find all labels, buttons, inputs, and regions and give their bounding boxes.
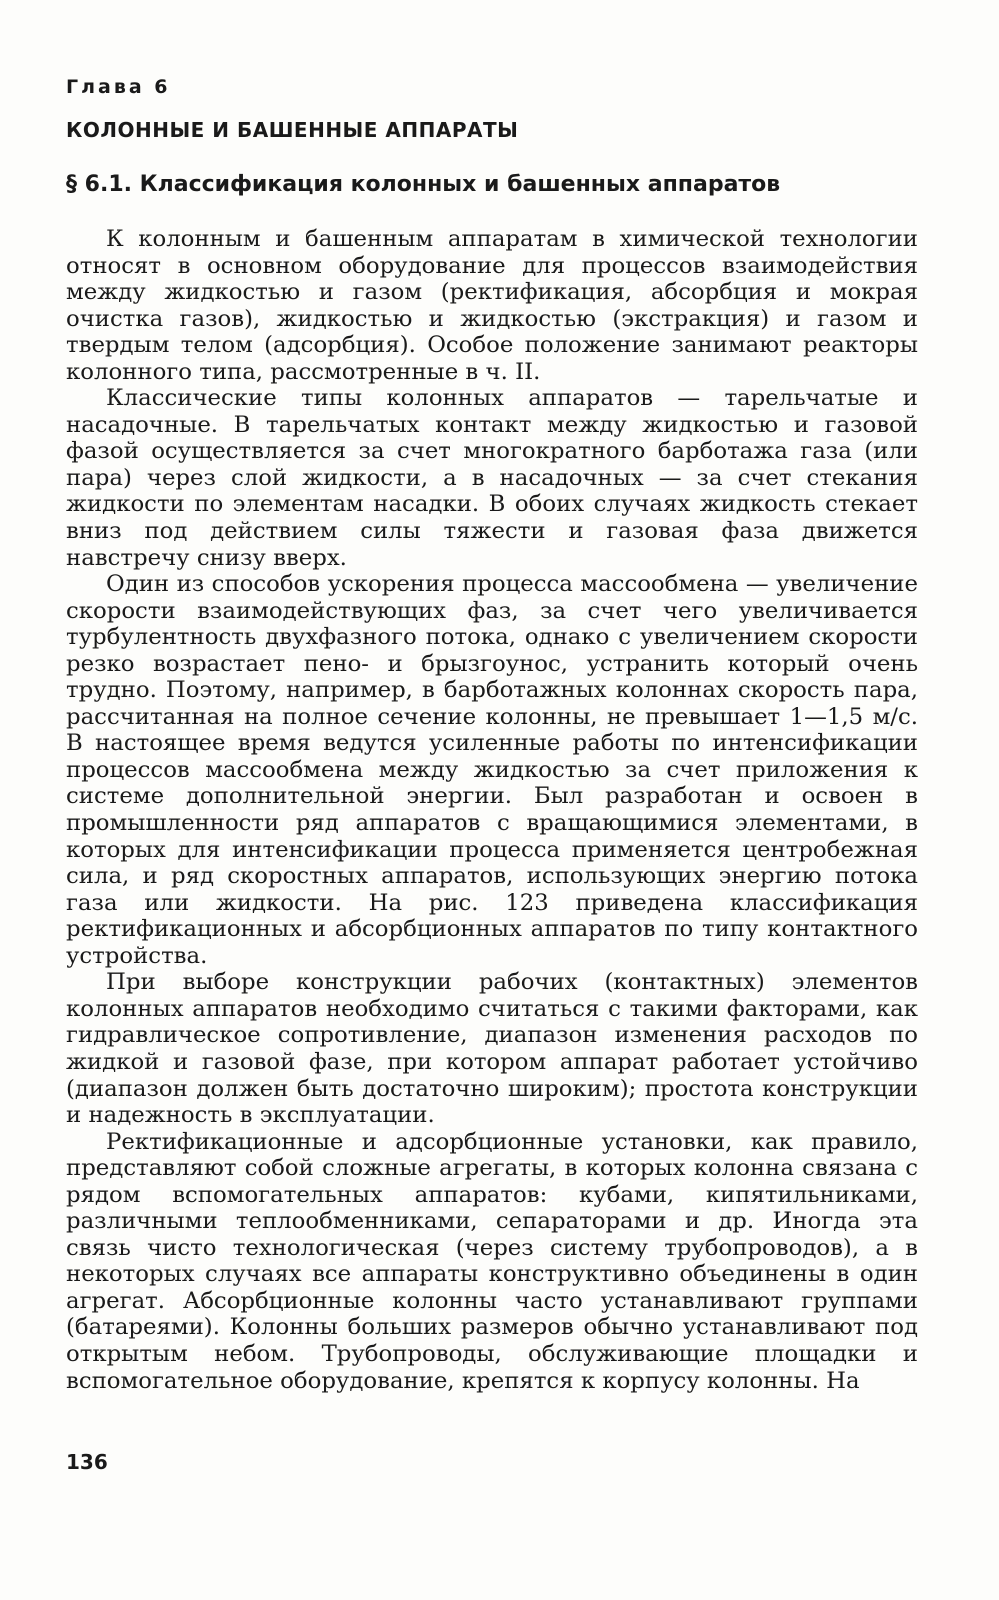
chapter-label: Глава 6: [66, 76, 171, 98]
page-number: 136: [66, 1450, 108, 1474]
paragraph-4: При выборе конструкции рабочих (контактных) элементов колонных аппаратов необходимо считаться с такими факторами, как гидравлическое сопротивление, диапазон изменения расходов по жидкой и газовой фазе, при котором аппарат работает устойчиво (диапазон должен быть достаточно широким); простота конструкции и надежность в эксплуатации.: [66, 969, 918, 1129]
chapter-title: КОЛОННЫЕ И БАШЕННЫЕ АППАРАТЫ: [66, 118, 519, 142]
paragraph-1: К колонным и башенным аппаратам в химической технологии относят в основном оборудование для процессов взаимодействия между жидкостью и газом (ректификация, абсорбция и мокрая очистка газов), жидкостью и жидкостью (экстракция) и газом и твердым телом (адсорбция). Особое положение занимают реакторы колонного типа, рассмотренные в ч. II.: [66, 226, 918, 385]
paragraph-2: Классические типы колонных аппаратов — тарельчатые и насадочные. В тарельчатых контакт между жидкостью и газовой фазой осуществляется за счет многократного барботажа газа (или пара) через слой жидкости, а в насадочных — за счет стекания жидкости по элементам насадки. В обоих случаях жидкость стекает вниз под действием силы тяжести и газовая фаза движется навстречу снизу вверх.: [66, 385, 918, 571]
paragraph-3: Один из способов ускорения процесса массообмена — увеличение скорости взаимодействующих фаз, за счет чего увеличивается турбулентность двухфазного потока, однако с увеличением скорости резко возрастает пено- и брызгоунос, устранить который очень трудно. Поэтому, например, в барботажных колоннах скорость пара, рассчитанная на полное сечение колонны, не превышает 1—1,5 м/с. В настоящее время ведутся усиленные работы по интенсификации процессов массообмена между жидкостью за счет приложения к системе дополнительной энергии. Был разработан и освоен в промышленности ряд аппаратов с вращающимися элементами, в которых для интенсификации процесса применяется центробежная сила, и ряд скоростных аппаратов, использующих энергию потока газа или жидкости. На рис. 123 приведена классификация ректификационных и абсорбционных аппаратов по типу контактного устройства.: [66, 571, 918, 969]
paragraph-5: Ректификационные и адсорбционные установки, как правило, представляют собой сложные агрегаты, в которых колонна связана с рядом вспомогательных аппаратов: кубами, кипятильниками, различными теплообменниками, сепараторами и др. Иногда эта связь чисто технологическая (через систему трубопроводов), а в некоторых случаях все аппараты конструктивно объединены в один агрегат. Абсорбционные колонны часто устанавливают группами (батареями). Колонны больших размеров обычно устанавливают под открытым небом. Трубопроводы, обслуживающие площадки и вспомогательное оборудование, крепятся к корпусу колонны. На: [66, 1128, 918, 1394]
section-title: § 6.1. Классификация колонных и башенных аппаратов: [66, 172, 781, 197]
body-text: [66, 226, 918, 1394]
